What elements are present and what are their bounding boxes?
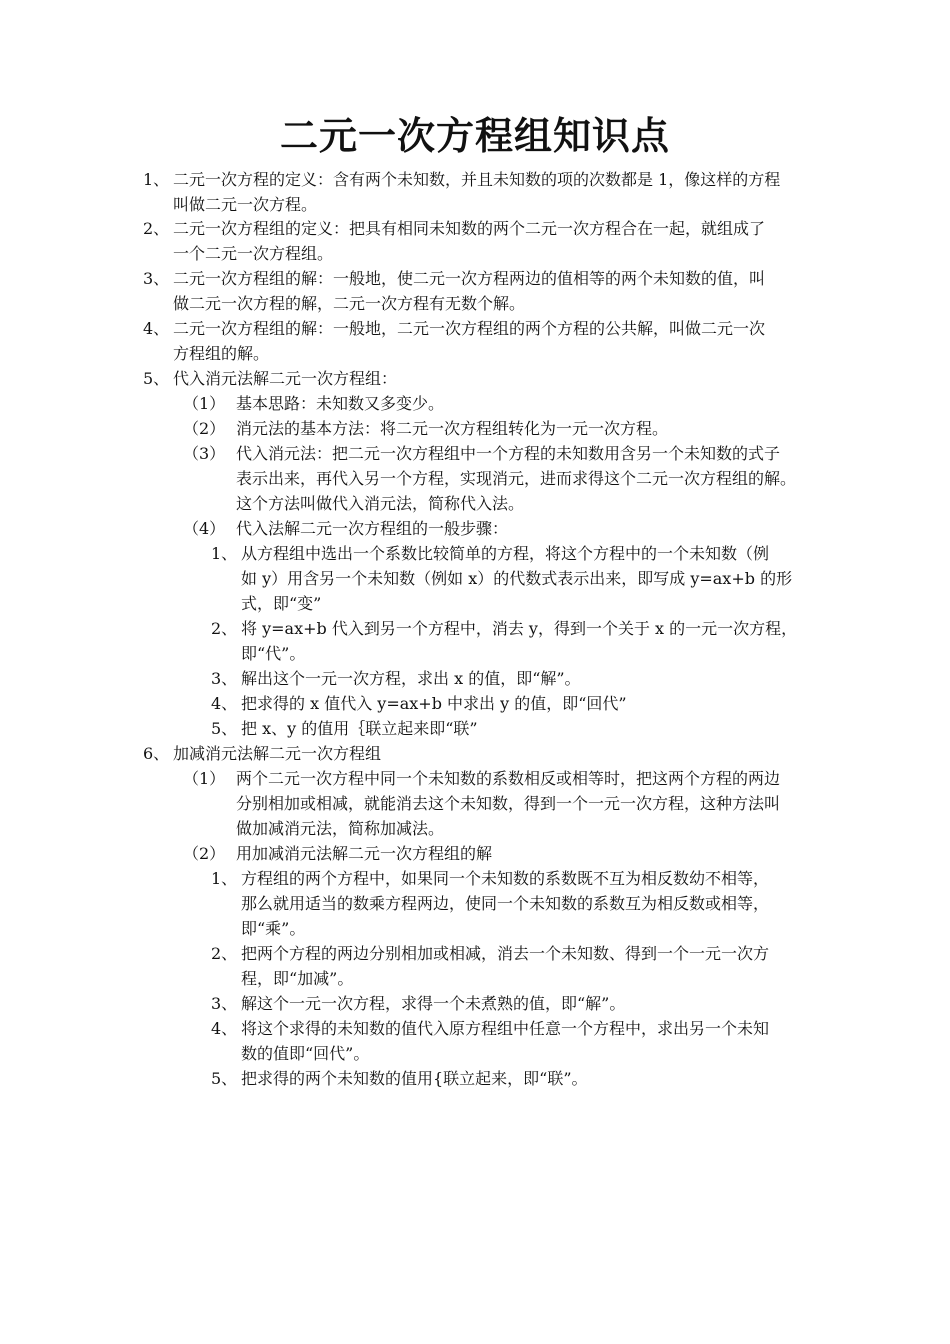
step-text-line: 那么就用适当的数乘方程两边，使同一个未知数的系数互为相反数或相等， [241, 894, 770, 913]
item-text-line: 加减消元法解二元一次方程组 [173, 744, 382, 763]
step-text-line: 解这个一元一次方程，求得一个未煮熟的值，即“解”。 [241, 994, 626, 1013]
step-number: 3、 [211, 669, 238, 688]
step-number: 5、 [211, 719, 238, 738]
sub-item-text-line: 代入法解二元一次方程组的一般步骤： [236, 519, 509, 538]
sub-item-number: （3） [183, 444, 226, 463]
step-text-line: 式，即“变” [241, 594, 322, 613]
sub-item-number: （2） [183, 419, 226, 438]
item-text-line: 二元一次方程组的解：一般地，二元一次方程组的两个方程的公共解，叫做二元一次 [173, 319, 766, 338]
step-number: 4、 [211, 1019, 238, 1038]
step-text-line: 方程组的两个方程中，如果同一个未知数的系数既不互为相反数幼不相等， [241, 869, 770, 888]
sub-item-text-line: 用加减消元法解二元一次方程组的解 [236, 844, 493, 863]
item-number: 5、 [143, 369, 170, 388]
item-number: 4、 [143, 319, 170, 338]
item-text-line: 二元一次方程组的定义：把具有相同未知数的两个二元一次方程合在一起，就组成了 [173, 219, 766, 238]
item-number: 1、 [143, 170, 170, 189]
step-text-line: 数的值即“回代”。 [241, 1044, 370, 1063]
sub-item-text-line: 分别相加或相减，就能消去这个未知数，得到一个一元一次方程，这种方法叫 [236, 794, 781, 813]
item-text-line: 二元一次方程组的解：一般地，使二元一次方程两边的值相等的两个未知数的值，叫 [173, 269, 766, 288]
step-text-line: 即“代”。 [241, 644, 306, 663]
sub-item-text-line: 基本思路：未知数又多变少。 [236, 394, 445, 413]
step-number: 4、 [211, 694, 238, 713]
sub-item-number: （1） [183, 394, 226, 413]
sub-item-number: （4） [183, 519, 226, 538]
step-number: 1、 [211, 869, 238, 888]
step-text-line: 从方程组中选出一个系数比较简单的方程，将这个方程中的一个未知数（例 [241, 544, 770, 563]
item-number: 6、 [143, 744, 170, 763]
step-number: 5、 [211, 1069, 238, 1088]
step-text-line: 程，即“加减”。 [241, 969, 354, 988]
step-text-line: 把求得的 x 值代入 y=ax+b 中求出 y 的值，即“回代” [241, 694, 627, 713]
sub-item-text-line: 消元法的基本方法：将二元一次方程组转化为一元一次方程。 [236, 419, 669, 438]
item-text-line: 方程组的解。 [173, 344, 270, 363]
step-number: 1、 [211, 544, 238, 563]
item-number: 3、 [143, 269, 170, 288]
item-text-line: 做二元一次方程的解，二元一次方程有无数个解。 [173, 294, 526, 313]
step-text-line: 即“乘”。 [241, 919, 306, 938]
sub-item-number: （1） [183, 769, 226, 788]
step-text-line: 把求得的两个未知数的值用{联立起来，即“联”。 [241, 1069, 588, 1088]
sub-item-number: （2） [183, 844, 226, 863]
item-text-line: 叫做二元一次方程。 [173, 195, 318, 214]
step-number: 2、 [211, 944, 238, 963]
step-text-line: 如 y）用含另一个未知数（例如 x）的代数式表示出来，即写成 y=ax+b 的形 [241, 569, 793, 588]
step-text-line: 把 x、y 的值用｛联立起来即“联” [241, 719, 478, 738]
item-number: 2、 [143, 219, 170, 238]
item-text-line: 二元一次方程的定义：含有两个未知数，并且未知数的项的次数都是 1，像这样的方程 [173, 170, 781, 189]
item-text-line: 一个二元一次方程组。 [173, 244, 334, 263]
step-text-line: 解出这个一元一次方程，求出 x 的值，即“解”。 [241, 669, 581, 688]
sub-item-text-line: 表示出来，再代入另一个方程，实现消元，进而求得这个二元一次方程组的解。 [236, 469, 797, 488]
page-title: 二元一次方程组知识点 [279, 113, 670, 158]
sub-item-text-line: 代入消元法：把二元一次方程组中一个方程的未知数用含另一个未知数的式子 [236, 444, 781, 463]
step-number: 3、 [211, 994, 238, 1013]
step-number: 2、 [211, 619, 238, 638]
step-text-line: 将 y=ax+b 代入到另一个方程中，消去 y，得到一个关于 x 的一元一次方程， [241, 619, 798, 638]
sub-item-text-line: 这个方法叫做代入消元法，简称代入法。 [236, 494, 525, 513]
step-text-line: 将这个求得的未知数的值代入原方程组中任意一个方程中，求出另一个未知 [241, 1019, 770, 1038]
item-text-line: 代入消元法解二元一次方程组： [173, 369, 398, 388]
sub-item-text-line: 做加减消元法，简称加减法。 [236, 819, 445, 838]
step-text-line: 把两个方程的两边分别相加或相减，消去一个未知数、得到一个一元一次方 [241, 944, 770, 963]
sub-item-text-line: 两个二元一次方程中同一个未知数的系数相反或相等时，把这两个方程的两边 [236, 769, 781, 788]
